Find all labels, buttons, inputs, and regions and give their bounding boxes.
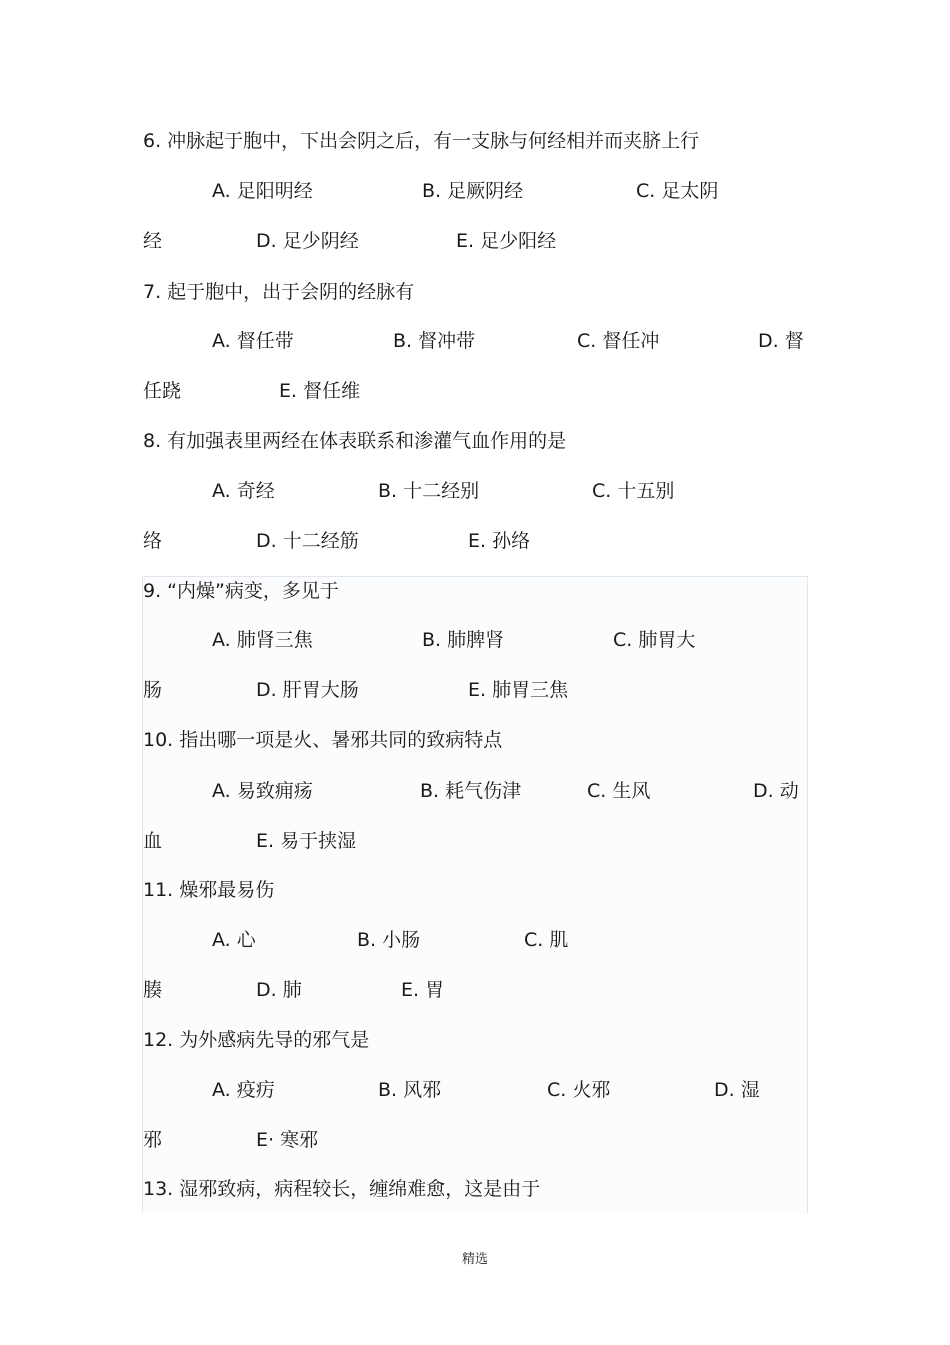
option: A. 心 [212, 929, 256, 951]
option: C. 火邪 [547, 1079, 611, 1101]
option: B. 肺脾肾 [422, 629, 505, 651]
option: C. 十五别 [592, 480, 675, 502]
option: E. 孙络 [468, 530, 531, 552]
option: E. 肺胃三焦 [468, 679, 569, 701]
option: B. 督冲带 [393, 330, 476, 352]
option: E. 易于挟湿 [256, 830, 357, 852]
question-stem: 8. 有加强表里两经在体表联系和渗灌气血作用的是 [143, 430, 567, 452]
option: C. 肺胃大 [613, 629, 696, 651]
option: E· 寒邪 [256, 1129, 319, 1151]
question-stem: 9. “内燥”病变，多见于 [143, 580, 339, 602]
question-stem: 13. 湿邪致病，病程较长，缠绵难愈，这是由于 [143, 1178, 541, 1200]
option: D. 湿 [714, 1079, 760, 1101]
option-wrap: 腠 [143, 979, 163, 1001]
option: B. 风邪 [378, 1079, 442, 1101]
option: B. 十二经别 [378, 480, 480, 502]
option: B. 耗气伤津 [420, 780, 522, 802]
option: A. 易致痈疡 [212, 780, 313, 802]
option-wrap: 血 [143, 830, 163, 852]
question-stem: 10. 指出哪一项是火、暑邪共同的致病特点 [143, 729, 503, 751]
option: D. 动 [753, 780, 799, 802]
option: B. 足厥阴经 [422, 180, 524, 202]
option: C. 足太阴 [636, 180, 719, 202]
option: A. 肺肾三焦 [212, 629, 313, 651]
option: D. 督 [758, 330, 804, 352]
question-stem: 11. 燥邪最易伤 [143, 879, 275, 901]
option: E. 胃 [401, 979, 445, 1001]
option: D. 肺 [256, 979, 302, 1001]
option: D. 足少阴经 [256, 230, 359, 252]
option-wrap: 络 [143, 530, 163, 552]
question-stem: 6. 冲脉起于胞中，下出会阴之后，有一支脉与何经相并而夹脐上行 [143, 130, 700, 152]
option: B. 小肠 [357, 929, 421, 951]
option: A. 督任带 [212, 330, 294, 352]
option-wrap: 邪 [143, 1129, 163, 1151]
option: C. 生风 [587, 780, 651, 802]
option-wrap: 经 [143, 230, 163, 252]
question-stem: 12. 为外感病先导的邪气是 [143, 1029, 370, 1051]
option: A. 疫疠 [212, 1079, 275, 1101]
option: D. 肝胃大肠 [256, 679, 359, 701]
page-footer: 精选 [461, 1252, 488, 1267]
option: A. 足阳明经 [212, 180, 313, 202]
option-wrap: 任跷 [143, 380, 182, 402]
option: A. 奇经 [212, 480, 275, 502]
option: C. 督任冲 [577, 330, 660, 352]
option: D. 十二经筋 [256, 530, 359, 552]
option: E. 督任维 [279, 380, 361, 402]
option-wrap: 肠 [143, 679, 163, 701]
option: E. 足少阳经 [456, 230, 557, 252]
question-stem: 7. 起于胞中，出于会阴的经脉有 [143, 281, 415, 303]
option: C. 肌 [524, 929, 569, 951]
